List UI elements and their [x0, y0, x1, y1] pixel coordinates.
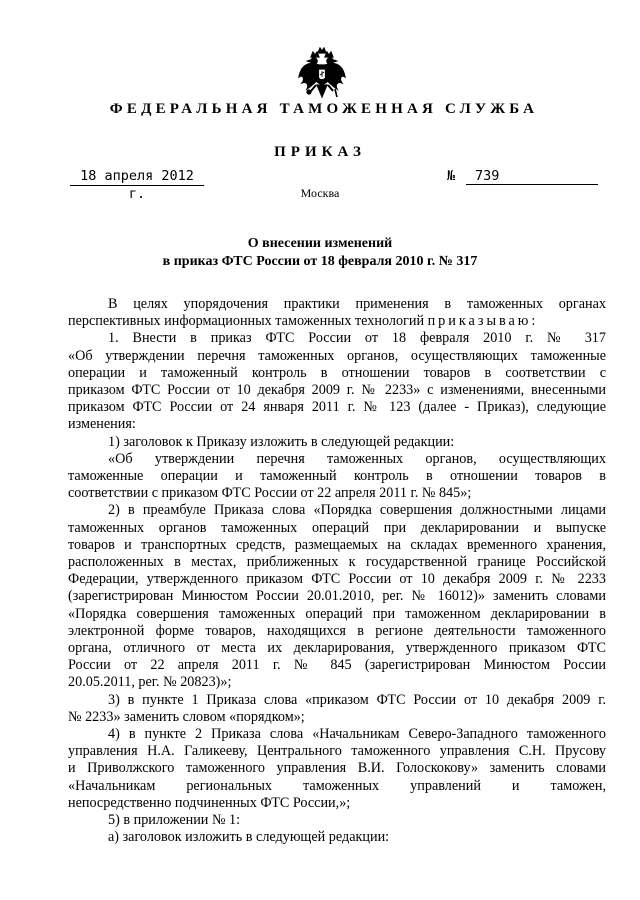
- body-line: Федерации, утвержденного приказом ФТС России от 10 декабря 2009 г. № 2233: [68, 571, 606, 588]
- body-line: приказом ФТС России от 24 января 2011 г. № 123 (далее - Приказ), следующие: [68, 399, 606, 416]
- body-line: «Начальникам региональных таможенных управлений и таможен,: [68, 777, 606, 794]
- body-line: приказом ФТС России от 10 декабря 2009 г. № 2233» с изменениями, внесенными: [68, 382, 606, 399]
- order-body: [68, 296, 606, 847]
- body-line: изменения:: [68, 416, 136, 433]
- agency-name: ФЕДЕРАЛЬНАЯ ТАМОЖЕННАЯ СЛУЖБА: [109, 101, 539, 117]
- body-line: органа, отличного от места их декларирования, утвержденного приказом ФТС: [68, 640, 606, 657]
- order-date: 18 апреля 2012 г.: [70, 167, 204, 186]
- subject-line: в приказ ФТС России от 18 февраля 2010 г. № 317: [162, 254, 478, 269]
- body-line: 20.05.2011, рег. № 20823)»;: [68, 674, 232, 691]
- body-line: а) заголовок изложить в следующей редакции:: [108, 829, 390, 846]
- body-line: управления Н.А. Галикееву, Центрального таможенного управления С.Н. Прусову: [68, 743, 606, 760]
- double-headed-eagle-emblem-icon: [297, 47, 347, 103]
- body-line: В целях упорядочения практики применения в таможенных органах: [108, 296, 606, 312]
- body-line: «Об утверждении перечня таможенных органов, осуществляющих таможенные: [68, 347, 606, 364]
- body-line: (зарегистрирован Минюстом России 20.01.2010, рег. № 16012)» заменить словами: [68, 588, 606, 605]
- body-line: [68, 313, 606, 330]
- body-text: :: [531, 313, 536, 330]
- body-line: «Об утверждении перечня таможенных органов, осуществляющих: [108, 450, 606, 467]
- body-line: «Порядка совершения таможенных операций при таможенном декларировании в: [68, 605, 606, 622]
- body-line: таможенных органов таможенных операций при декларировании и выпуске: [68, 519, 606, 536]
- order-number-label: №: [447, 168, 456, 184]
- body-line: 4) в пункте 2 Приказа слова «Начальникам Северо-Западного таможенного: [108, 726, 606, 743]
- body-line: № 2233» заменить словом «порядком»;: [68, 708, 305, 725]
- body-line: электронной форме товаров, находящихся в регионе деятельности таможенного: [68, 622, 606, 639]
- body-line: расположенных в местах, приближенных к государственной границе Российской: [68, 554, 606, 571]
- order-keyword: приказываю: [427, 313, 532, 330]
- body-line: операции и таможенный контроль в отношении товаров в соответствии с: [68, 364, 606, 381]
- body-line: 1) заголовок к Приказу изложить в следующей редакции:: [108, 433, 455, 450]
- body-line: 2) в преамбуле Приказа слова «Порядка совершения должностными лицами: [108, 502, 606, 519]
- body-line: 1. Внести в приказ ФТС России от 18 февраля 2010 г. № 317: [108, 330, 606, 347]
- order-number: 739: [466, 167, 598, 185]
- order-subject: [0, 235, 640, 271]
- body-text: перспективных информационных таможенных технологий: [68, 313, 428, 330]
- body-line: и Приволжского таможенного управления В.И. Голоскокову» заменить словами: [68, 760, 606, 777]
- subject-line: О внесении изменений: [247, 236, 393, 251]
- body-line: 5) в приложении № 1:: [108, 812, 241, 829]
- body-line: непосредственно подчиненных ФТС России,»;: [68, 794, 351, 811]
- body-line: соответствии с приказом ФТС России от 22 апреля 2011 г. № 845»;: [68, 485, 472, 502]
- city: Москва: [300, 186, 340, 200]
- body-line: таможенные операции и таможенный контроль в отношении товаров в: [68, 468, 606, 485]
- body-line: России от 22 апреля 2011 г. № 845 (зарегистрирован Минюстом России: [68, 657, 606, 674]
- document-type: ПРИКАЗ: [274, 144, 366, 160]
- body-line: товаров и транспортных средств, размещаемых на складах временного хранения,: [68, 536, 606, 553]
- body-line: 3) в пункте 1 Приказа слова «приказом ФТС России от 10 декабря 2009 г.: [108, 691, 606, 708]
